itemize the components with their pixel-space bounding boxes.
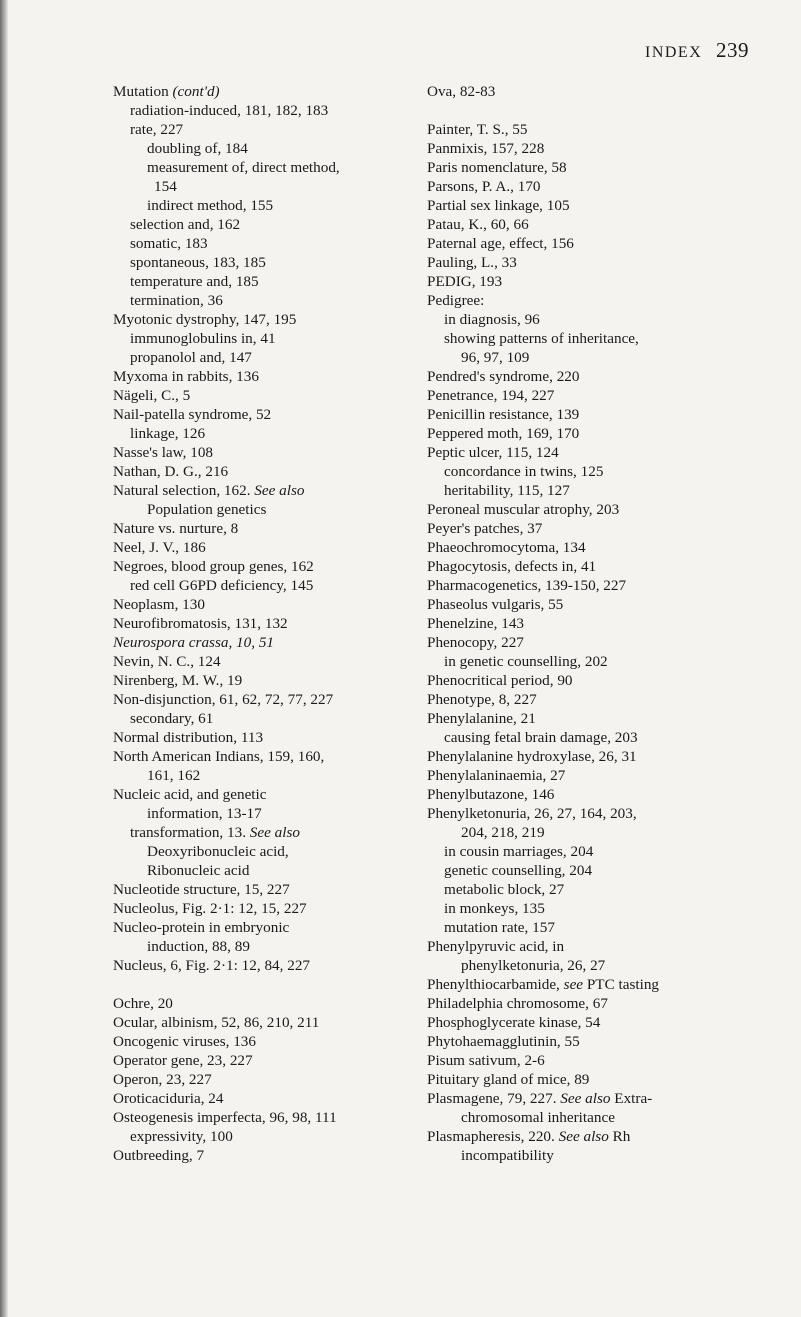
- index-entry: [427, 196, 767, 215]
- index-entry-text: Oncogenic viruses, 136: [113, 1033, 256, 1050]
- index-entry: [113, 405, 433, 424]
- index-entry-text: Panmixis, 157, 228: [427, 140, 545, 157]
- index-entry: [427, 804, 767, 823]
- index-entry-text: metabolic block, 27: [444, 881, 565, 898]
- index-entry-text: Phytohaemagglutinin, 55: [427, 1033, 580, 1050]
- index-subentry: [113, 215, 433, 234]
- index-entry-text: Osteogenesis imperfecta, 96, 98, 111: [113, 1109, 337, 1126]
- index-entry: [113, 481, 433, 500]
- index-entry-text: in genetic counselling, 202: [444, 653, 608, 670]
- index-subentry: [113, 120, 433, 139]
- index-entry-text: genetic counselling, 204: [444, 862, 593, 879]
- index-entry-text: Paris nomenclature, 58: [427, 159, 567, 176]
- index-entry: [427, 234, 767, 253]
- index-entry-text: Phenylketonuria, 26, 27, 164, 203,: [427, 805, 637, 822]
- index-entry: [427, 671, 767, 690]
- index-entry: [113, 310, 433, 329]
- index-entry-text: Phenylalanine, 21: [427, 710, 536, 727]
- index-subentry: [427, 956, 767, 975]
- index-entry: [427, 158, 767, 177]
- index-entry: [427, 253, 767, 272]
- index-entry-text: See also: [558, 1128, 609, 1145]
- index-entry-text: Nirenberg, M. W., 19: [113, 672, 243, 689]
- index-entry-text: See also: [560, 1090, 611, 1107]
- index-entry-text: selection and, 162: [130, 216, 241, 233]
- index-entry-text: somatic, 183: [130, 235, 208, 252]
- index-entry: [427, 120, 767, 139]
- index-subentry: [427, 861, 767, 880]
- index-entry: [427, 500, 767, 519]
- index-entry: [113, 1051, 433, 1070]
- index-entry-text: Neoplasm, 130: [113, 596, 205, 613]
- index-entry-text: Nucleolus, Fig. 2·1: 12, 15, 227: [113, 900, 307, 917]
- index-entry-text: induction, 88, 89: [147, 938, 250, 955]
- index-entry-text: secondary, 61: [130, 710, 214, 727]
- index-entry-text: Parsons, P. A., 170: [427, 178, 541, 195]
- index-entry-text: termination, 36: [130, 292, 223, 309]
- index-entry-text: Philadelphia chromosome, 67: [427, 995, 608, 1012]
- index-entry-text: heritability, 115, 127: [444, 482, 570, 499]
- index-subentry: [427, 329, 767, 348]
- index-column-right: [427, 82, 767, 1165]
- index-entry-text: Phenylthiocarbamide,: [427, 976, 564, 993]
- index-entry-text: PTC tasting: [583, 976, 660, 993]
- index-entry: [113, 1108, 433, 1127]
- index-entry-text: Ochre, 20: [113, 995, 173, 1012]
- index-subentry: [427, 842, 767, 861]
- index-subentry: [113, 234, 433, 253]
- index-subentry: [113, 329, 433, 348]
- index-entry: [427, 557, 767, 576]
- index-entry-text: Phenylpyruvic acid, in: [427, 938, 565, 955]
- index-entry-text: Plasmapheresis, 220.: [427, 1128, 559, 1145]
- index-entry: [427, 519, 767, 538]
- index-entry-text: Penicillin resistance, 139: [427, 406, 580, 423]
- index-column-left: [113, 82, 433, 1165]
- index-entry-text: North American Indians, 159, 160,: [113, 748, 325, 765]
- index-entry-text: in monkeys, 135: [444, 900, 545, 917]
- index-entry-text: immunoglobulins in, 41: [130, 330, 276, 347]
- index-entry: [427, 975, 767, 994]
- index-subentry: [427, 1146, 767, 1165]
- index-entry-text: Rh: [608, 1128, 631, 1145]
- index-entry: [427, 994, 767, 1013]
- index-entry: [113, 785, 433, 804]
- index-subentry: [113, 842, 433, 861]
- index-entry-text: Nevin, N. C., 124: [113, 653, 221, 670]
- index-entry: [427, 139, 767, 158]
- index-entry-text: Population genetics: [147, 501, 267, 518]
- index-entry: [113, 538, 433, 557]
- index-entry-text: Deoxyribonucleic acid,: [147, 843, 289, 860]
- index-entry-text: Peroneal muscular atrophy, 203: [427, 501, 620, 518]
- index-entry-text: Painter, T. S., 55: [427, 121, 528, 138]
- index-subentry: [113, 1127, 433, 1146]
- index-entry-text: measurement of, direct method,: [147, 159, 340, 176]
- index-entry-text: Ribonucleic acid: [147, 862, 250, 879]
- index-subentry: [427, 918, 767, 937]
- index-subentry: [427, 823, 767, 842]
- index-entry-text: Pharmacogenetics, 139-150, 227: [427, 577, 627, 594]
- index-entry-text: Phenotype, 8, 227: [427, 691, 537, 708]
- index-entry: [427, 538, 767, 557]
- index-subentry: [113, 253, 433, 272]
- index-entry-text: Neel, J. V., 186: [113, 539, 206, 556]
- index-subentry: [113, 272, 433, 291]
- index-entry-text: see: [563, 976, 584, 993]
- index-entry-text: PEDIG, 193: [427, 273, 503, 290]
- index-entry-text: Peppered moth, 169, 170: [427, 425, 580, 442]
- index-subentry: [113, 709, 433, 728]
- index-entry-text: phenylketonuria, 26, 27: [461, 957, 606, 974]
- index-entry-text: Phenocritical period, 90: [427, 672, 573, 689]
- index-subentry: [113, 823, 433, 842]
- index-entry-text: Outbreeding, 7: [113, 1147, 205, 1164]
- index-entry-text: Penetrance, 194, 227: [427, 387, 555, 404]
- index-entry-text: Nucleus, 6, Fig. 2·1: 12, 84, 227: [113, 957, 311, 974]
- index-entry: [427, 215, 767, 234]
- index-subentry: [427, 728, 767, 747]
- index-entry-text: Peyer's patches, 37: [427, 520, 543, 537]
- index-entry: [113, 557, 433, 576]
- index-entry-text: Phenelzine, 143: [427, 615, 525, 632]
- index-entry-text: mutation rate, 157: [444, 919, 555, 936]
- section-gap: [427, 101, 767, 120]
- index-entry-text: Neurofibromatosis, 131, 132: [113, 615, 288, 632]
- index-entry-text: Plasmagene, 79, 227.: [427, 1090, 561, 1107]
- index-entry: [427, 709, 767, 728]
- index-entry-text: Ocular, albinism, 52, 86, 210, 211: [113, 1014, 320, 1031]
- section-gap: [113, 975, 433, 994]
- index-entry-text: See also: [254, 482, 305, 499]
- index-entry: [427, 177, 767, 196]
- index-subentry: [113, 937, 433, 956]
- index-entry-text: Natural selection, 162.: [113, 482, 255, 499]
- index-entry-text: Nucleic acid, and genetic: [113, 786, 267, 803]
- index-entry-text: Phaseolus vulgaris, 55: [427, 596, 564, 613]
- index-entry-text: Negroes, blood group genes, 162: [113, 558, 314, 575]
- index-entry: [113, 728, 433, 747]
- index-entry-text: Pedigree:: [427, 292, 485, 309]
- index-entry-text: Nägeli, C., 5: [113, 387, 191, 404]
- index-subentry: [113, 348, 433, 367]
- index-subentry: [427, 652, 767, 671]
- index-entry: [113, 595, 433, 614]
- index-entry-text: Oroticaciduria, 24: [113, 1090, 224, 1107]
- index-entry: [427, 386, 767, 405]
- index-entry-text: linkage, 126: [130, 425, 206, 442]
- index-entry: [113, 652, 433, 671]
- index-entry-text: Myxoma in rabbits, 136: [113, 368, 259, 385]
- index-subentry: [427, 310, 767, 329]
- index-entry-text: Nasse's law, 108: [113, 444, 214, 461]
- index-entry-text: spontaneous, 183, 185: [130, 254, 266, 271]
- page-edge-shadow: [0, 0, 8, 1317]
- index-entry-text: Paternal age, effect, 156: [427, 235, 574, 252]
- index-entry-text: Non-disjunction, 61, 62, 72, 77, 227: [113, 691, 334, 708]
- index-entry: [427, 937, 767, 956]
- index-entry: [427, 766, 767, 785]
- index-entry-text: Peptic ulcer, 115, 124: [427, 444, 559, 461]
- index-entry-text: 96, 97, 109: [461, 349, 530, 366]
- index-entry-text: Myotonic dystrophy, 147, 195: [113, 311, 297, 328]
- index-subentry: [113, 196, 433, 215]
- index-entry-text: in diagnosis, 96: [444, 311, 540, 328]
- index-entry-text: showing patterns of inheritance,: [444, 330, 639, 347]
- index-entry-text: Phosphoglycerate kinase, 54: [427, 1014, 601, 1031]
- index-entry-text: 204, 218, 219: [461, 824, 545, 841]
- index-entry-text: 154: [154, 178, 177, 195]
- index-entry: [427, 690, 767, 709]
- index-entry-text: Partial sex linkage, 105: [427, 197, 570, 214]
- index-entry: [427, 405, 767, 424]
- index-entry-text: (cont'd): [172, 83, 220, 100]
- index-entry: [113, 1013, 433, 1032]
- index-entry-text: Pauling, L., 33: [427, 254, 517, 271]
- index-entry: [113, 82, 433, 101]
- index-entry-text: Patau, K., 60, 66: [427, 216, 529, 233]
- index-entry-text: Phaeochromocytoma, 134: [427, 539, 586, 556]
- index-entry: [427, 614, 767, 633]
- index-subentry: [113, 291, 433, 310]
- index-entry: [113, 899, 433, 918]
- index-entry: [113, 614, 433, 633]
- index-subentry: [113, 101, 433, 120]
- index-entry-text: Nucleotide structure, 15, 227: [113, 881, 290, 898]
- index-subentry: [113, 424, 433, 443]
- index-entry: [113, 1089, 433, 1108]
- index-subentry: [113, 500, 433, 519]
- index-entry: [113, 918, 433, 937]
- index-entry-text: Pituitary gland of mice, 89: [427, 1071, 590, 1088]
- index-subentry: [113, 139, 433, 158]
- index-entry-text: concordance in twins, 125: [444, 463, 604, 480]
- index-entry: [427, 747, 767, 766]
- index-entry-text: propanolol and, 147: [130, 349, 252, 366]
- index-entry-text: See also: [249, 824, 300, 841]
- index-entry-text: Phenylalaninaemia, 27: [427, 767, 566, 784]
- index-entry: [427, 272, 767, 291]
- index-entry-text: Neurospora crassa, 10, 51: [113, 634, 275, 651]
- index-subentry: [113, 576, 433, 595]
- index-entry-text: Nathan, D. G., 216: [113, 463, 229, 480]
- index-entry-text: Phagocytosis, defects in, 41: [427, 558, 597, 575]
- index-subentry: [113, 804, 433, 823]
- index-subentry: [113, 861, 433, 880]
- index-entry: [113, 956, 433, 975]
- index-subentry: [113, 766, 433, 785]
- index-entry: [427, 443, 767, 462]
- index-entry-text: Mutation: [113, 83, 173, 100]
- index-entry: [113, 1070, 433, 1089]
- index-subentry: [427, 880, 767, 899]
- index-entry: [427, 1051, 767, 1070]
- index-entry: [113, 462, 433, 481]
- index-subentry: [427, 899, 767, 918]
- running-header: [645, 38, 749, 63]
- index-subentry: [427, 348, 767, 367]
- index-entry: [113, 1032, 433, 1051]
- index-entry-text: Nature vs. nurture, 8: [113, 520, 239, 537]
- index-subentry: [427, 1108, 767, 1127]
- running-header-label: INDEX: [644, 44, 703, 61]
- index-entry-text: Pisum sativum, 2-6: [427, 1052, 545, 1069]
- index-entry: [113, 994, 433, 1013]
- index-entry-text: 161, 162: [147, 767, 201, 784]
- index-entry: [427, 367, 767, 386]
- index-entry: [427, 1089, 767, 1108]
- index-entry-text: in cousin marriages, 204: [444, 843, 594, 860]
- index-entry: [427, 1013, 767, 1032]
- index-entry: [427, 291, 767, 310]
- index-entry-text: transformation, 13.: [130, 824, 250, 841]
- index-entry-text: Phenylbutazone, 146: [427, 786, 555, 803]
- index-subentry: [427, 481, 767, 500]
- index-entry: [113, 880, 433, 899]
- index-entry-text: Operon, 23, 227: [113, 1071, 212, 1088]
- index-entry-text: rate, 227: [130, 121, 184, 138]
- index-entry: [427, 595, 767, 614]
- index-subentry: [113, 158, 433, 177]
- index-entry-text: Ova, 82-83: [427, 83, 496, 100]
- index-entry-text: expressivity, 100: [130, 1128, 233, 1145]
- index-entry: [113, 633, 433, 652]
- index-entry: [427, 1070, 767, 1089]
- index-entry: [113, 1146, 433, 1165]
- index-entry-text: Phenocopy, 227: [427, 634, 524, 651]
- index-entry-text: Pendred's syndrome, 220: [427, 368, 580, 385]
- index-entry: [427, 785, 767, 804]
- index-entry-text: Nail-patella syndrome, 52: [113, 406, 272, 423]
- index-entry-text: Nucleo-protein in embryonic: [113, 919, 290, 936]
- index-entry-text: Phenylalanine hydroxylase, 26, 31: [427, 748, 637, 765]
- index-entry: [113, 519, 433, 538]
- index-subentry: [113, 177, 433, 196]
- index-entry-text: causing fetal brain damage, 203: [444, 729, 638, 746]
- page-number: 239: [716, 38, 749, 62]
- index-entry-text: doubling of, 184: [147, 140, 248, 157]
- index-entry-text: temperature and, 185: [130, 273, 259, 290]
- index-entry: [427, 1127, 767, 1146]
- index-entry: [113, 671, 433, 690]
- index-entry: [427, 576, 767, 595]
- index-entry: [427, 1032, 767, 1051]
- index-entry-text: Operator gene, 23, 227: [113, 1052, 253, 1069]
- index-entry: [113, 386, 433, 405]
- index-subentry: [427, 462, 767, 481]
- index-entry: [427, 424, 767, 443]
- index-entry-text: incompatibility: [461, 1147, 554, 1164]
- index-entry-text: information, 13-17: [147, 805, 262, 822]
- index-entry-text: Normal distribution, 113: [113, 729, 264, 746]
- index-entry: [113, 367, 433, 386]
- index-entry: [113, 747, 433, 766]
- index-entry-text: Extra-: [610, 1090, 653, 1107]
- index-entry: [113, 690, 433, 709]
- index-entry-text: chromosomal inheritance: [461, 1109, 615, 1126]
- index-entry: [427, 633, 767, 652]
- index-entry: [427, 82, 767, 101]
- index-entry-text: red cell G6PD deficiency, 145: [130, 577, 314, 594]
- index-entry-text: indirect method, 155: [147, 197, 274, 214]
- index-entry: [113, 443, 433, 462]
- index-entry-text: radiation-induced, 181, 182, 183: [130, 102, 329, 119]
